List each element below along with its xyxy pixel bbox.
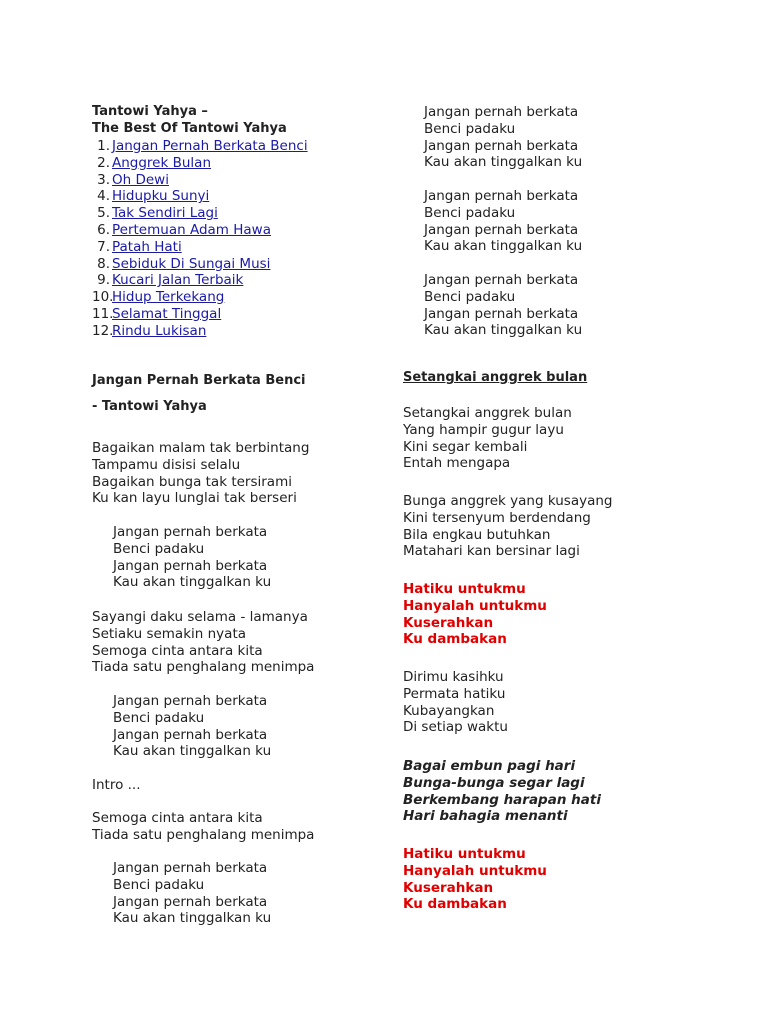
lyric-line: Tiada satu penghalang menimpa: [92, 826, 315, 843]
lyric-line: Bagai embun pagi hari: [403, 758, 576, 774]
lyric-line: Kau akan tinggalkan ku: [113, 910, 272, 927]
lyric-line: Benci padaku: [424, 120, 516, 137]
lyric-line: Kau akan tinggalkan ku: [113, 574, 272, 591]
song1-chorus6: [424, 272, 582, 339]
lyric-line: Kini tersenyum berdendang: [403, 509, 591, 526]
song2-refrain1: [403, 581, 547, 648]
song1-chorus4: [424, 104, 582, 171]
album-artist: Tantowi Yahya –: [92, 104, 208, 119]
song2-verse3: [403, 669, 508, 736]
song2-refrain2: [403, 846, 547, 913]
lyric-line: Kau akan tinggalkan ku: [113, 743, 272, 760]
lyric-line: Setiaku semakin nyata: [92, 625, 247, 642]
lyric-line: Kini segar kembali: [403, 438, 528, 455]
lyric-line: Kuserahkan: [403, 879, 494, 896]
track-item: [92, 272, 308, 289]
song1-byline: - Tantowi Yahya: [92, 399, 207, 414]
lyric-line: Berkembang harapan hati: [403, 791, 601, 808]
song1-title: Jangan Pernah Berkata Benci: [92, 373, 306, 388]
lyric-line: Kau akan tinggalkan ku: [424, 154, 583, 171]
song2-verse2: [403, 493, 612, 560]
lyric-line: Matahari kan bersinar lagi: [403, 543, 580, 560]
track-link[interactable]: Hidupku Sunyi: [112, 188, 210, 205]
track-item: [92, 222, 308, 239]
song2-bridge: [403, 758, 601, 825]
lyric-line: Jangan pernah berkata: [424, 137, 579, 154]
lyric-line: Kubayangkan: [403, 702, 495, 719]
lyric-line: Benci padaku: [113, 709, 205, 726]
track-number: 9.: [97, 272, 110, 289]
lyric-line: Setangkai anggrek bulan: [403, 405, 572, 421]
track-item: [92, 138, 308, 155]
lyric-line: Jangan pernah berkata: [113, 860, 268, 876]
lyric-line: Jangan pernah berkata: [113, 693, 268, 709]
album-title: The Best Of Tantowi Yahya: [92, 121, 287, 136]
lyric-line: Di setiap waktu: [403, 719, 508, 736]
lyric-line: Hatiku untukmu: [403, 581, 526, 597]
lyric-line: Jangan pernah berkata: [424, 305, 579, 322]
lyric-line: Ku kan layu lunglai tak berseri: [92, 490, 297, 507]
track-link[interactable]: Kucari Jalan Terbaik: [112, 272, 244, 289]
track-number: 4.: [97, 188, 110, 205]
lyric-line: Jangan pernah berkata: [113, 557, 268, 574]
lyric-line: Dirimu kasihku: [403, 669, 504, 685]
lyric-line: Benci padaku: [424, 288, 516, 305]
song1-chorus5: [424, 188, 582, 255]
track-link[interactable]: Hidup Terkekang: [112, 289, 225, 306]
track-link[interactable]: Selamat Tinggal: [112, 305, 222, 322]
track-number: 10.: [92, 289, 114, 306]
track-number: 12.: [92, 322, 114, 339]
lyric-line: Kau akan tinggalkan ku: [424, 322, 583, 339]
song1-verse1: [92, 440, 309, 507]
lyric-line: Hanyalah untukmu: [403, 597, 547, 614]
track-item: [92, 205, 308, 222]
track-list: [92, 138, 308, 340]
song1-chorus1: [113, 524, 271, 591]
track-number: 3.: [97, 171, 110, 188]
track-number: 2.: [97, 154, 110, 171]
lyric-line: Hari bahagia menanti: [403, 808, 568, 825]
track-link[interactable]: Jangan Pernah Berkata Benci: [112, 138, 308, 154]
lyric-line: Entah mengapa: [403, 455, 511, 472]
track-number: 11.: [92, 305, 114, 322]
lyric-line: Kuserahkan: [403, 614, 494, 631]
lyric-line: Benci padaku: [424, 204, 516, 221]
lyric-line: Jangan pernah berkata: [113, 524, 268, 540]
lyric-line: Bunga-bunga segar lagi: [403, 774, 585, 791]
track-link[interactable]: Patah Hati: [112, 238, 182, 255]
lyric-line: Bagaikan bunga tak tersirami: [92, 473, 292, 490]
lyric-line: Jangan pernah berkata: [113, 893, 268, 910]
lyric-line: Bagaikan malam tak berbintang: [92, 440, 310, 456]
track-number: 6.: [97, 221, 110, 238]
song1-chorus3: [113, 860, 271, 927]
lyric-line: Permata hatiku: [403, 685, 506, 702]
track-item: [92, 155, 308, 172]
lyric-line: Yang hampir gugur layu: [403, 421, 564, 438]
track-link[interactable]: Oh Dewi: [112, 171, 169, 188]
intro-line: Intro ...: [92, 777, 141, 793]
lyric-line: Ku dambakan: [403, 896, 507, 913]
lyric-line: Tampamu disisi selalu: [92, 456, 241, 473]
song1-verse3: [92, 810, 314, 844]
track-number: 7.: [97, 238, 110, 255]
track-link[interactable]: Rindu Lukisan: [112, 322, 207, 339]
song1-intro: [92, 777, 141, 794]
track-item: [92, 289, 308, 306]
lyric-line: Sayangi daku selama - lamanya: [92, 609, 308, 625]
track-number: 5.: [97, 205, 110, 222]
lyric-line: Bila engkau butuhkan: [403, 526, 551, 543]
lyric-line: Benci padaku: [113, 540, 205, 557]
track-link[interactable]: Sebiduk Di Sungai Musi: [112, 255, 271, 272]
lyric-line: Jangan pernah berkata: [424, 188, 579, 204]
lyric-line: Bunga anggrek yang kusayang: [403, 493, 613, 509]
song2-title: Setangkai anggrek bulan: [403, 370, 588, 385]
lyric-line: Kau akan tinggalkan ku: [424, 238, 583, 255]
lyric-line: Semoga cinta antara kita: [92, 810, 263, 826]
track-item: [92, 323, 308, 340]
lyric-line: Jangan pernah berkata: [424, 221, 579, 238]
lyric-line: Benci padaku: [113, 876, 205, 893]
song1-chorus2: [113, 693, 271, 760]
track-link[interactable]: Anggrek Bulan: [112, 154, 211, 171]
lyric-line: Jangan pernah berkata: [113, 726, 268, 743]
track-item: [92, 188, 308, 205]
track-number: 1.: [97, 138, 110, 154]
lyric-line: Jangan pernah berkata: [424, 272, 579, 288]
track-item: [92, 239, 308, 256]
lyric-line: Hatiku untukmu: [403, 846, 526, 862]
lyric-line: Hanyalah untukmu: [403, 862, 547, 879]
lyric-line: Jangan pernah berkata: [424, 104, 579, 120]
track-item: [92, 306, 308, 323]
track-link[interactable]: Pertemuan Adam Hawa: [112, 221, 271, 238]
track-item: [92, 172, 308, 189]
track-link[interactable]: Tak Sendiri Lagi: [112, 205, 218, 222]
song1-verse2: [92, 609, 314, 676]
lyric-line: Semoga cinta antara kita: [92, 642, 263, 659]
lyric-line: Tiada satu penghalang menimpa: [92, 659, 315, 676]
lyric-line: Ku dambakan: [403, 631, 507, 648]
song2-verse1: [403, 405, 572, 472]
track-item: [92, 256, 308, 273]
track-number: 8.: [97, 255, 110, 272]
